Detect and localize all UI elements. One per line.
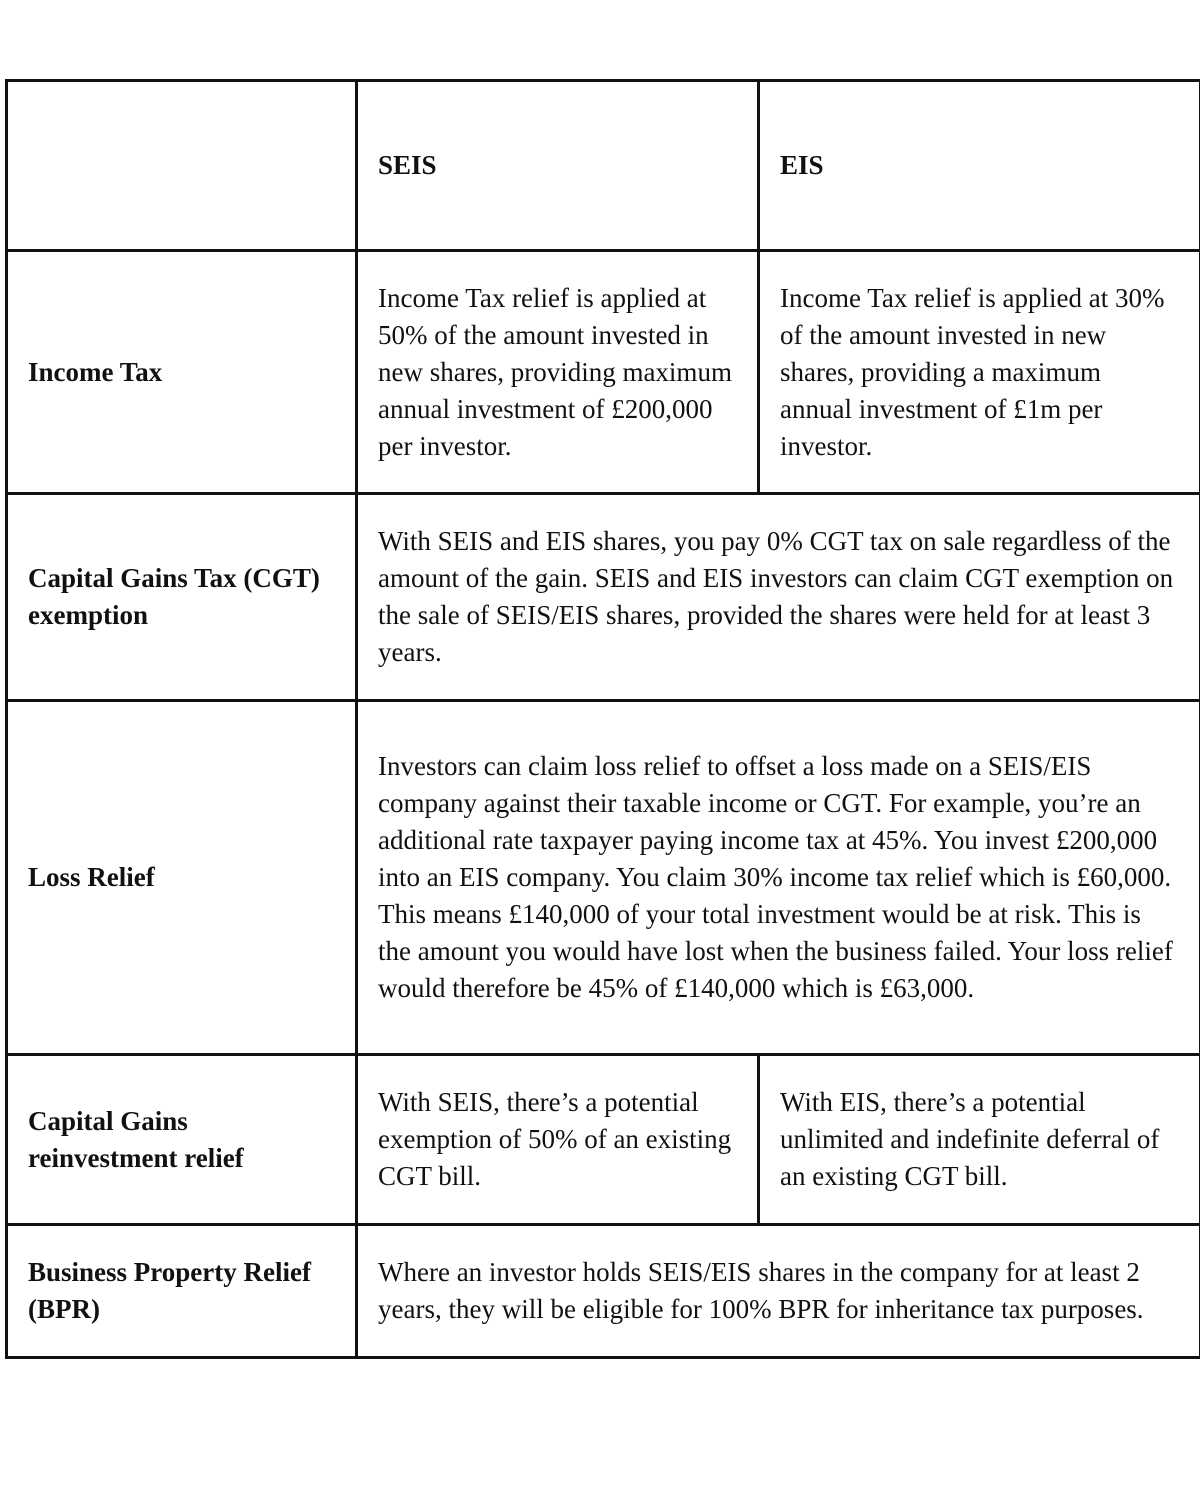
corner-cell bbox=[7, 81, 357, 251]
column-header-eis: EIS bbox=[759, 81, 1200, 251]
column-header-seis: SEIS bbox=[357, 81, 759, 251]
row-label-bpr: Business Property Relief (BPR) bbox=[7, 1225, 357, 1358]
cell-loss-relief-combined: Investors can claim loss relief to offset a loss made on a SEIS/EIS company against their taxable income or CGT. For example, you’re an additional rate taxpayer paying income tax at 45%. You invest £200,000 into an EIS company. You claim 30% income tax relief which is £60,000. This means £140,000 of your total investment would be at risk. This is the amount you would have lost when the business failed. Your loss relief would therefore be 45% of £140,000 which is £63,000. bbox=[357, 701, 1200, 1055]
cell-reinvestment-relief-eis: With EIS, there’s a potential unlimited and indefinite deferral of an existing CGT bill. bbox=[759, 1055, 1200, 1225]
cell-income-tax-eis: Income Tax relief is applied at 30% of the amount invested in new shares, providing a maximum annual investment of £1m per investor. bbox=[759, 251, 1200, 494]
table-row-cgt-exemption bbox=[7, 494, 1200, 701]
table-row-income-tax bbox=[7, 251, 1200, 494]
row-label-loss-relief: Loss Relief bbox=[7, 701, 357, 1055]
cell-reinvestment-relief-seis: With SEIS, there’s a potential exemption of 50% of an existing CGT bill. bbox=[357, 1055, 759, 1225]
cell-cgt-exemption-combined: With SEIS and EIS shares, you pay 0% CGT tax on sale regardless of the amount of the gain. SEIS and EIS investors can claim CGT exemption on the sale of SEIS/EIS shares, provided the shares were held for at least 3 years. bbox=[357, 494, 1200, 701]
table-row-reinvestment-relief bbox=[7, 1055, 1200, 1225]
row-label-income-tax: Income Tax bbox=[7, 251, 357, 494]
row-label-cgt-exemption: Capital Gains Tax (CGT) exemption bbox=[7, 494, 357, 701]
cell-bpr-combined: Where an investor holds SEIS/EIS shares in the company for at least 2 years, they will be eligible for 100% BPR for inheritance tax purposes. bbox=[357, 1225, 1200, 1358]
header-row bbox=[7, 81, 1200, 251]
seis-eis-comparison-table bbox=[5, 79, 1200, 1359]
cell-income-tax-seis: Income Tax relief is applied at 50% of the amount invested in new shares, providing maximum annual investment of £200,000 per investor. bbox=[357, 251, 759, 494]
table-row-bpr bbox=[7, 1225, 1200, 1358]
row-label-reinvestment-relief: Capital Gains reinvestment relief bbox=[7, 1055, 357, 1225]
table-row-loss-relief bbox=[7, 701, 1200, 1055]
